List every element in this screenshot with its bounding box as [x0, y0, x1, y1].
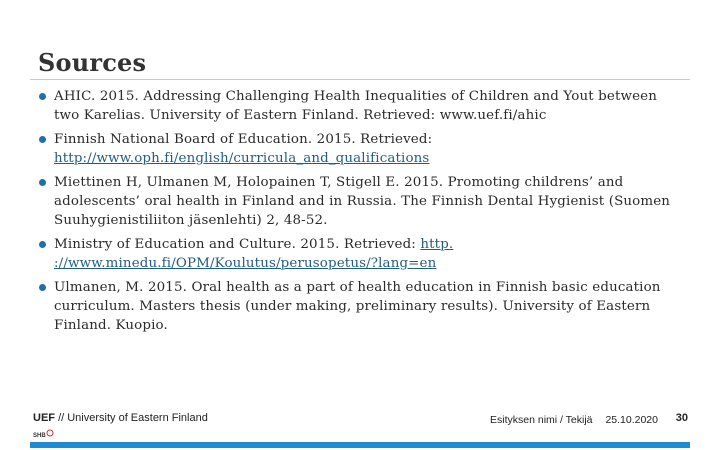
presentation-date: 25.10.2020 — [605, 414, 658, 426]
source-text: Ministry of Education and Culture. 2015. Retrieved: — [54, 237, 421, 252]
svg-text:SHB: SHB — [33, 433, 46, 439]
list-item — [38, 130, 678, 168]
page-number: 30 — [675, 412, 688, 424]
title-divider — [30, 79, 690, 80]
bullet-icon — [39, 179, 46, 186]
org-short: UEF — [33, 412, 55, 424]
source-text: Finnish National Board of Education. 2015. Retrieved: — [54, 132, 433, 147]
footer-organization — [33, 412, 208, 424]
source-text: Ulmanen, M. 2015. Oral health as a part of health education in Finnish basic education curriculum. Masters thesis (under making, preliminary results). University of Eastern Finland. Kuopio. — [54, 280, 661, 333]
list-item — [38, 87, 678, 125]
source-text: Miettinen H, Ulmanen M, Holopainen T, Stigell E. 2015. Promoting childrens’ and adolescents’ oral health in Finland and in Russia. The Finnish Dental Hygienist (Suomen Suuhygienistiliiton jäsenlehti) 2, 48-52. — [54, 175, 671, 228]
source-text: AHIC. 2015. Addressing Challenging Health Inequalities of Children and Yout between two Karelias. University of Eastern Finland. Retrieved: www.uef.fi/ahic — [54, 89, 658, 123]
bullet-icon — [39, 241, 46, 248]
presentation-name: Esityksen nimi / Tekijä — [490, 414, 593, 426]
list-item — [38, 278, 678, 335]
footer-accent-bar — [30, 442, 690, 448]
bullet-icon — [39, 93, 46, 100]
logo-icon — [33, 428, 55, 440]
source-link[interactable]: http. ://www.minedu.fi/OPM/Koulutus/perusopetus/?lang=en — [54, 237, 454, 271]
list-item — [38, 173, 678, 230]
list-item — [38, 235, 678, 273]
source-link[interactable]: http://www.oph.fi/english/curricula_and_qualifications — [54, 151, 430, 166]
org-full: // University of Eastern Finland — [58, 412, 208, 424]
sources-list — [38, 87, 678, 340]
bullet-icon — [39, 284, 46, 291]
bullet-icon — [39, 136, 46, 143]
page-title: Sources — [38, 48, 147, 77]
footer-meta — [480, 414, 658, 426]
